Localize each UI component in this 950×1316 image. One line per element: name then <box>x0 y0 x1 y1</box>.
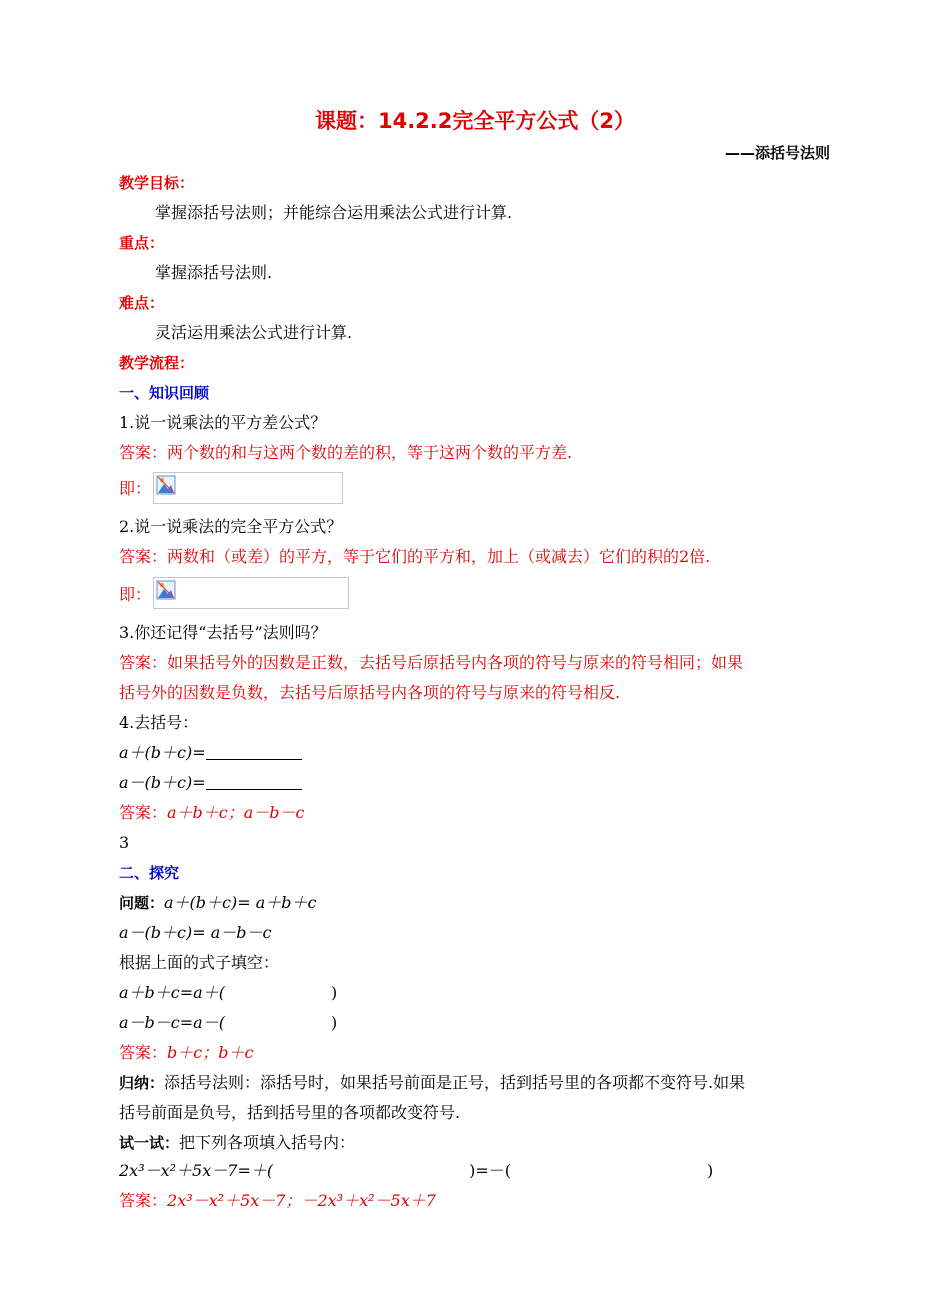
problem-label: 问题： <box>119 894 165 912</box>
try-text: 把下列各项填入括号内： <box>179 1133 356 1152</box>
summary-label: 归纳： <box>119 1074 165 1092</box>
answer-label: 答案： <box>119 803 168 822</box>
answer-label: 答案： <box>119 1043 168 1062</box>
ji-label-1: 即： <box>119 479 152 498</box>
expr-text: a－(b＋c)= <box>119 773 206 792</box>
fill-intro: 根据上面的式子填空： <box>119 953 280 972</box>
answer-3-line-1: 答案：如果括号外的因数是正数，去括号后原括号内各项的符号与原来的符号相同；如果 <box>119 653 744 672</box>
try-expr-mid: )=－( <box>469 1161 511 1180</box>
difficulty-text: 灵活运用乘法公式进行计算. <box>155 323 353 342</box>
fill-expr-left: a－b－c=a－( <box>119 1013 225 1032</box>
fill-expr-right: ) <box>330 1013 338 1032</box>
question-2: 2.说一说乘法的完全平方公式？ <box>119 517 343 536</box>
problem-line-1 <box>119 892 316 914</box>
try-expr <box>119 1160 713 1182</box>
stray-number: 3 <box>119 833 130 852</box>
problem-expr-2: a－(b＋c)= a－b－c <box>119 923 272 942</box>
process-label: 教学流程： <box>119 354 195 372</box>
broken-image-icon <box>156 475 176 495</box>
answer-2: 答案：两数和（或差）的平方，等于它们的平方和，加上（或减去）它们的积的2倍. <box>119 547 711 566</box>
formula-image-2 <box>153 577 349 609</box>
section-heading-review: 一、知识回顾 <box>119 384 210 402</box>
expr-text: a＋(b＋c)= <box>119 743 206 762</box>
formula-image-1 <box>153 472 343 504</box>
problem-line-2 <box>119 922 271 944</box>
answer-4 <box>119 802 305 824</box>
page-subtitle: ——添括号法则 <box>724 144 830 162</box>
summary-text: 添括号法则：添括号时，如果括号前面是正号，括到括号里的各项都不变符号.如果 <box>164 1073 746 1092</box>
answer-blank <box>206 743 302 760</box>
answer-value: b＋c；b＋c <box>167 1043 254 1062</box>
difficulty-label: 难点： <box>119 294 165 312</box>
answer-3-line-2: 括号外的因数是负数，去括号后原括号内各项的符号与原来的符号相反. <box>119 683 621 702</box>
try-label: 试一试： <box>119 1134 180 1152</box>
answer-6 <box>119 1190 436 1212</box>
answer-blank <box>206 773 302 790</box>
ji-label-2: 即： <box>119 585 152 604</box>
question-1: 1.说一说乘法的平方差公式？ <box>119 413 327 432</box>
summary-line-1 <box>119 1072 745 1094</box>
answer-1: 答案：两个数的和与这两个数的差的积，等于这两个数的平方差. <box>119 443 573 462</box>
question-4: 4.去括号： <box>119 713 199 732</box>
answer-5 <box>119 1042 253 1064</box>
broken-image-icon <box>156 580 176 600</box>
key-text: 掌握添括号法则. <box>155 263 273 282</box>
section-heading-explore: 二、探究 <box>119 864 180 882</box>
problem-expr-1: a＋(b＋c)= a＋b＋c <box>164 893 317 912</box>
question-4-expr-2 <box>119 772 302 794</box>
question-4-expr-1 <box>119 742 302 764</box>
try-expr-left: 2x³－x²＋5x－7=＋( <box>119 1161 274 1180</box>
objectives-label: 教学目标： <box>119 174 195 192</box>
answer-label: 答案： <box>119 1191 168 1210</box>
fill-expr-right: ) <box>330 983 338 1002</box>
fill-expr-1 <box>119 982 337 1004</box>
summary-line-2: 括号前面是负号，括到括号里的各项都改变符号. <box>119 1103 461 1122</box>
question-3: 3.你还记得“去括号”法则吗？ <box>119 623 327 642</box>
try-expr-right: ) <box>707 1161 714 1180</box>
key-label: 重点： <box>119 234 165 252</box>
objectives-text: 掌握添括号法则；并能综合运用乘法公式进行计算. <box>155 203 513 222</box>
try-line <box>119 1132 355 1154</box>
answer-value: a＋b＋c；a－b－c <box>167 803 305 822</box>
fill-expr-2 <box>119 1012 337 1034</box>
fill-expr-left: a＋b＋c=a＋( <box>119 983 225 1002</box>
page-title: 课题：14.2.2完全平方公式（2） <box>314 109 635 133</box>
answer-value: 2x³－x²＋5x－7；－2x³＋x²－5x＋7 <box>167 1191 436 1210</box>
